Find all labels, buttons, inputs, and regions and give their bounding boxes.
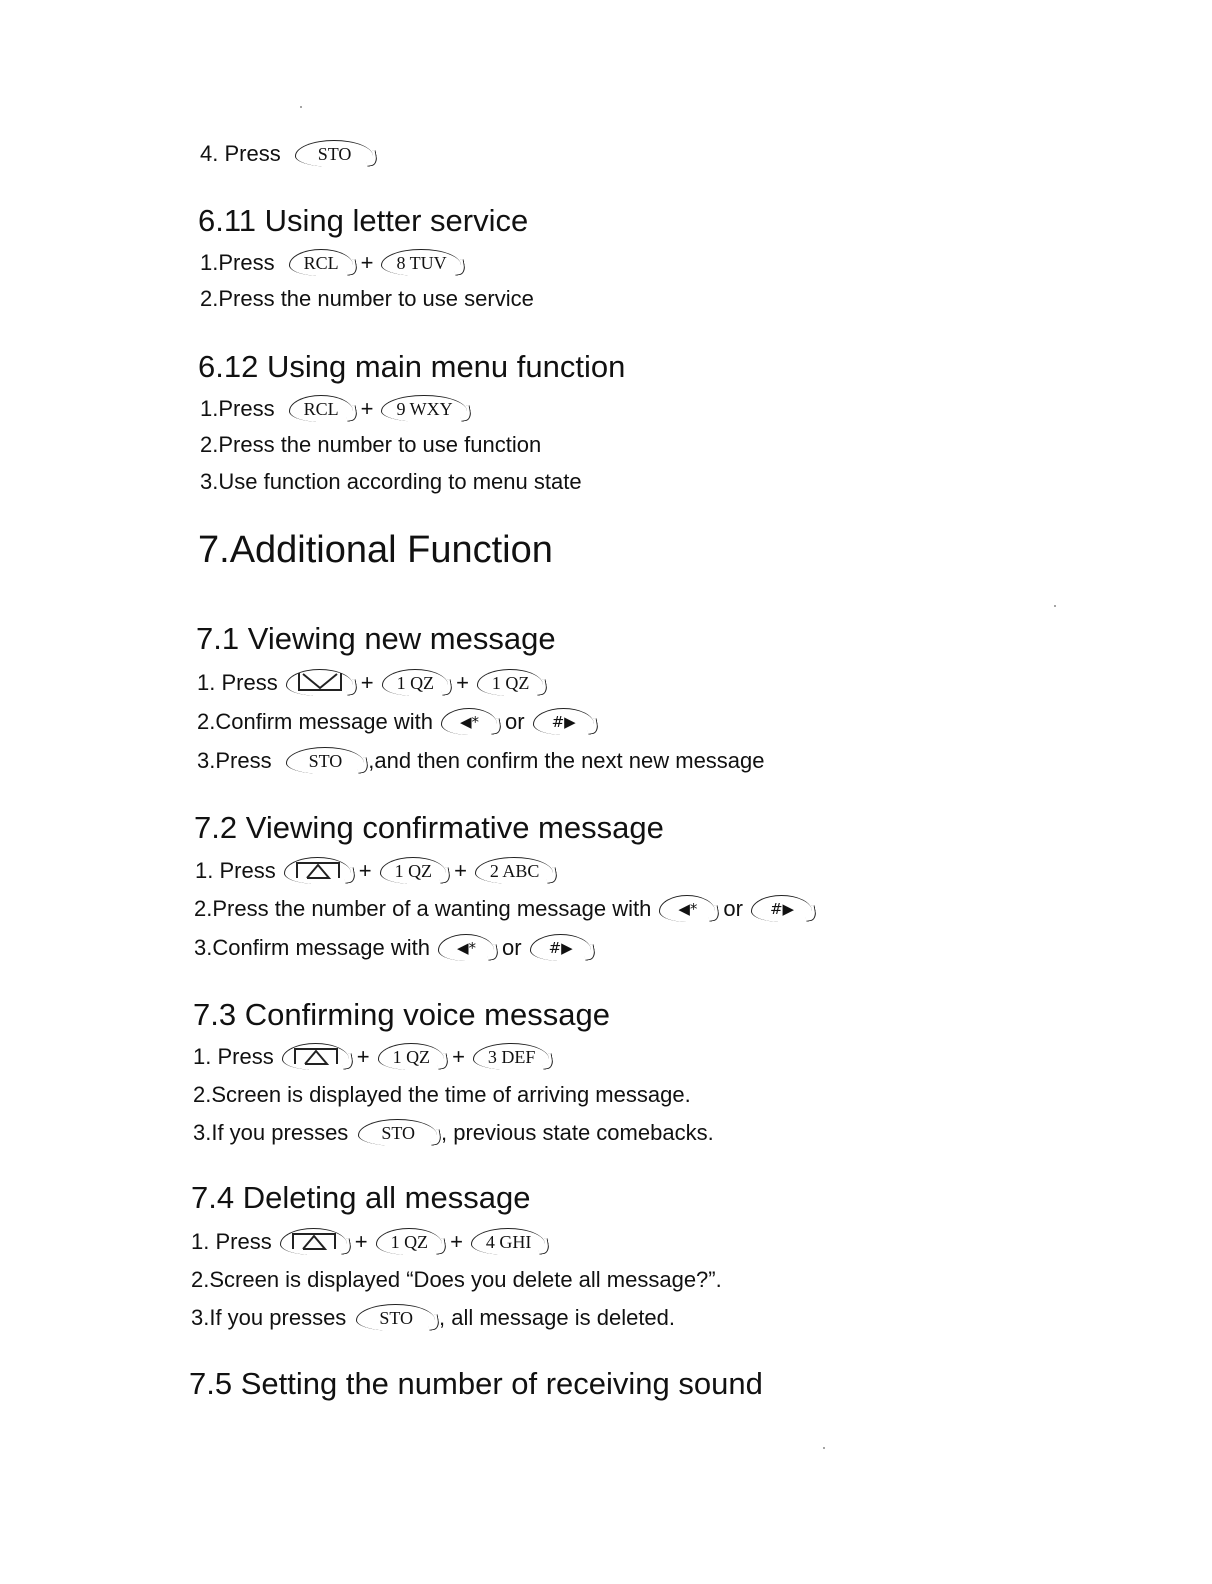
key-8-icon: 8 TUV (381, 249, 460, 276)
chapter-heading: 7.Additional Function (198, 529, 553, 571)
step-line (197, 708, 598, 735)
section-heading: 7.4 Deleting all message (191, 1180, 531, 1215)
open-envelope-icon (289, 1229, 339, 1251)
plus-sign: + (454, 857, 467, 883)
step-line (200, 395, 471, 422)
sto-key-icon: STO (356, 1304, 435, 1331)
plus-sign: + (360, 669, 374, 695)
step-text: 2.Screen is displayed the time of arriving message. (193, 1082, 691, 1107)
section-heading: 7.2 Viewing confirmative message (194, 810, 664, 845)
plus-sign: + (456, 669, 469, 695)
open-envelope-icon (293, 858, 343, 880)
scan-speck (300, 106, 302, 108)
section-heading: 7.5 Setting the number of receiving sound (189, 1366, 763, 1401)
or-text: or (505, 708, 525, 734)
sto-key-icon: STO (358, 1119, 437, 1146)
step-text: 2.Press the number of a wanting message with (194, 895, 652, 921)
plus-sign: + (356, 1043, 370, 1069)
step-text: 2.Confirm message with (197, 708, 433, 734)
step-line (197, 669, 547, 696)
message-key-icon (282, 1043, 349, 1070)
star-left-key-icon: ◀* (438, 934, 494, 961)
step-text: 1. Press (195, 857, 276, 883)
message-key-icon (280, 1228, 347, 1255)
key-2-icon: 2 ABC (475, 857, 554, 884)
step-text: 3.Confirm message with (194, 934, 430, 960)
step-line (193, 1119, 714, 1146)
plus-sign: + (360, 395, 374, 421)
step-line (194, 895, 816, 922)
step-text: , previous state comebacks. (441, 1119, 714, 1145)
step-text: ,and then confirm the next new message (368, 747, 765, 773)
step-text: 3.Use function according to menu state (200, 469, 582, 494)
step-line (197, 747, 765, 774)
step-text: 1. Press (193, 1043, 274, 1069)
step-text: 1. Press (197, 669, 278, 695)
step-line (195, 857, 557, 884)
or-text: or (723, 895, 743, 921)
section-heading: 7.1 Viewing new message (196, 621, 556, 656)
or-text: or (502, 934, 522, 960)
step-line (191, 1304, 675, 1331)
section-heading: 6.12 Using main menu function (198, 349, 626, 384)
hash-right-key-icon: #▶ (533, 708, 594, 735)
hash-right-key-icon: #▶ (530, 934, 591, 961)
step-text: 1.Press (200, 249, 275, 275)
step-text: 3.If you presses (193, 1119, 349, 1145)
plus-sign: + (450, 1228, 463, 1254)
step-text: 2.Press the number to use service (200, 286, 534, 311)
key-1-icon: 1 QZ (376, 1228, 443, 1255)
step-line (194, 934, 595, 961)
plus-sign: + (452, 1043, 465, 1069)
key-1-icon: 1 QZ (382, 669, 449, 696)
plus-sign: + (354, 1228, 368, 1254)
sto-key-icon: STO (286, 747, 365, 774)
step-text: 2.Press the number to use function (200, 432, 542, 457)
step-line (191, 1228, 549, 1255)
message-key-icon (284, 857, 351, 884)
key-3-icon: 3 DEF (473, 1043, 550, 1070)
star-left-key-icon: ◀* (441, 708, 497, 735)
key-9-icon: 9 WXY (381, 395, 466, 422)
key-4-icon: 4 GHI (471, 1228, 546, 1255)
scan-speck (823, 1447, 825, 1449)
key-1-icon: 1 QZ (380, 857, 447, 884)
envelope-icon (295, 670, 345, 692)
sto-key-icon: STO (295, 140, 374, 167)
step-line (200, 140, 377, 167)
open-envelope-icon (291, 1044, 341, 1066)
key-1-icon: 1 QZ (477, 669, 544, 696)
step-line (193, 1043, 553, 1070)
rcl-key-icon: RCL (289, 395, 353, 422)
plus-sign: + (360, 249, 374, 275)
step-text: 3.If you presses (191, 1304, 347, 1330)
step-text: 3.Press (197, 747, 272, 773)
scan-speck (1054, 605, 1056, 607)
step-text: , all message is deleted. (439, 1304, 676, 1330)
step-text: 4. Press (200, 140, 281, 166)
step-line (200, 249, 465, 276)
step-text: 1. Press (191, 1228, 272, 1254)
rcl-key-icon: RCL (289, 249, 353, 276)
step-text: 2.Screen is displayed “Does you delete all message?”. (191, 1267, 722, 1292)
star-left-key-icon: ◀* (659, 895, 715, 922)
section-heading: 7.3 Confirming voice message (193, 997, 610, 1032)
step-text: 1.Press (200, 395, 275, 421)
section-heading: 6.11 Using letter service (198, 203, 529, 238)
hash-right-key-icon: #▶ (751, 895, 812, 922)
message-key-icon (286, 669, 353, 696)
plus-sign: + (358, 857, 372, 883)
key-1-icon: 1 QZ (378, 1043, 445, 1070)
